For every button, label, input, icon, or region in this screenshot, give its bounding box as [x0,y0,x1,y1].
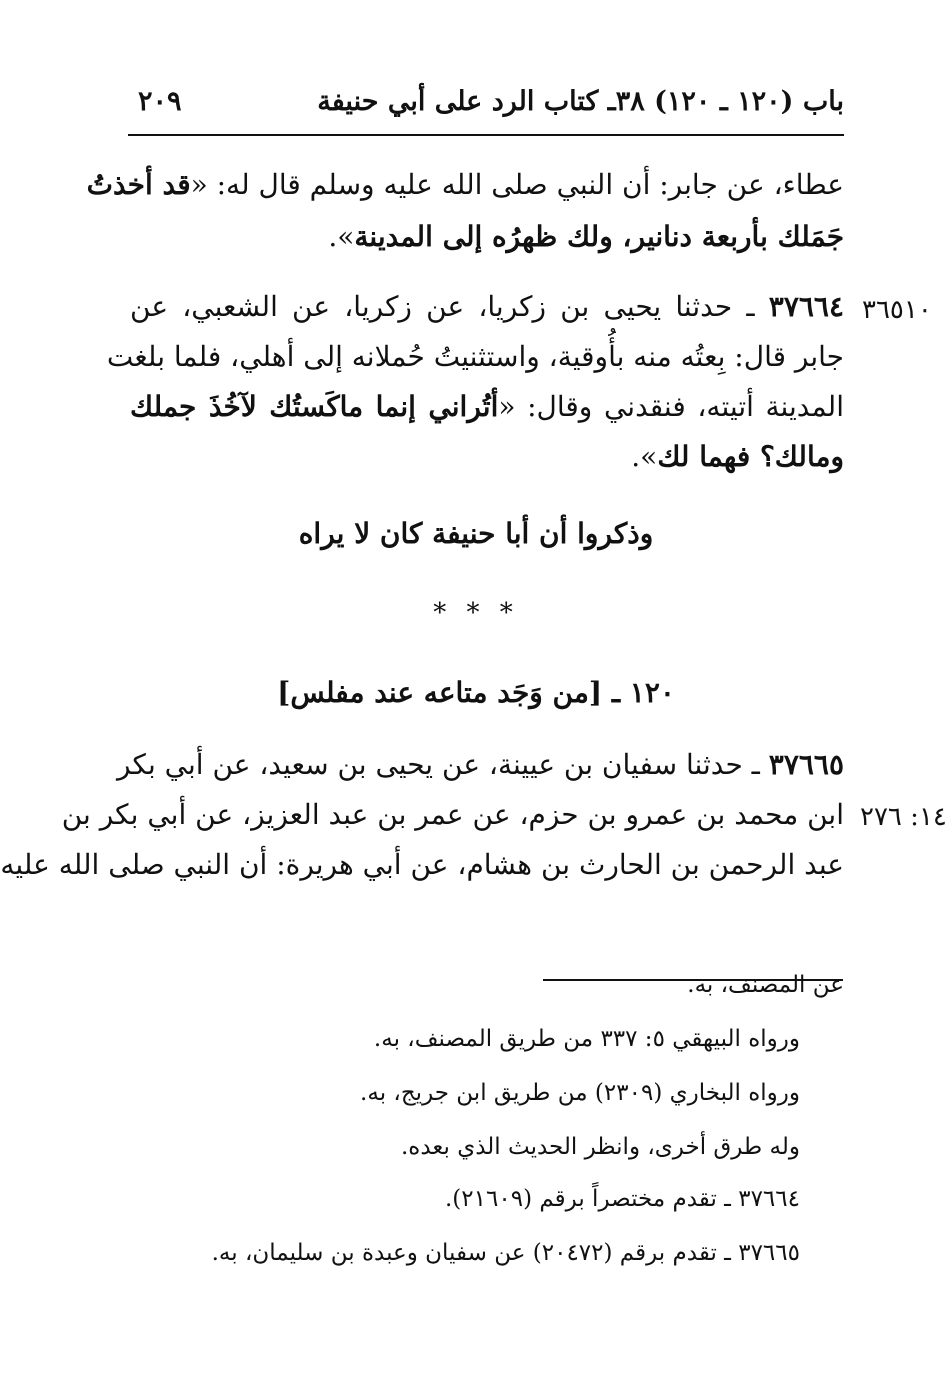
p1-line-2 [328,220,844,254]
p2-line-3 [130,390,844,424]
page-number: ٢٠٩ [138,86,182,117]
footnote-line-5: ٣٧٦٦٤ ـ تقدم مختصراً برقم (٢١٦٠٩). [444,1186,800,1212]
p1-line-1-text: عطاء، عن جابر: أن النبي صلى الله عليه وسلم قال له: « [190,168,844,201]
chapter-heading: ١٢٠ ـ [من وَجَد متاعه عند مفلس] [277,676,675,709]
p2-line-3-text: المدينة أتيته، فنقدني وقال: « [498,390,844,423]
footnote-line-3: ورواه البخاري (٢٣٠٩) من طريق ابن جريج، به. [360,1080,800,1106]
p3-line-2: ابن محمد بن عمرو بن حزم، عن عمر بن عبد العزيز، عن أبي بكر بن [61,798,844,831]
running-header-title: باب (١٢٠ ـ ١٢٠) ٣٨ـ كتاب الرد على أبي حنيفة [317,86,844,117]
p3-line-1 [117,748,844,782]
p3-line-1-text: ـ حدثنا سفيان بن عيينة، عن يحيى بن سعيد، عن أبي بكر [117,748,769,781]
running-header [128,86,844,126]
footnote-line-4: وله طرق أخرى، وانظر الحديث الذي بعده. [400,1134,800,1160]
p2-line-2: جابر قال: بِعتُه منه بأُوقية، واستثنيتُ حُملانه إلى أهلي، فلما بلغت [106,340,844,373]
p2-quote-end: ومالك؟ فهما لك [657,440,844,473]
footnote-line-2: ورواه البيهقي ٥: ٣٣٧ من طريق المصنف، به. [373,1026,800,1052]
header-rule [128,134,844,136]
remark-line: وذكروا أن أبا حنيفة كان لا يراه [298,517,654,550]
p2-line-4 [631,440,844,474]
p2-line-1 [130,290,844,324]
hadith-number-37664: ٣٧٦٦٤ [768,290,844,323]
margin-reference-14-276: ١٤: ٢٧٦ [860,802,947,832]
p2-closing: ». [631,440,658,473]
p1-quote-end: جَمَلك بأربعة دنانير، ولك ظهرُه إلى المدينة [354,220,844,253]
section-separator: * * * [433,598,519,628]
p2-line-1-text: ـ حدثنا يحيى بن زكريا، عن زكريا، عن الشعبي، عن [130,290,769,323]
hadith-number-37665: ٣٧٦٦٥ [768,748,844,781]
footnote-line-6: ٣٧٦٦٥ ـ تقدم برقم (٢٠٤٧٢) عن سفيان وعبدة بن سليمان، به. [211,1240,800,1266]
footnote-line-1: عن المصنف، به. [687,972,844,998]
p3-line-3: عبد الرحمن بن الحارث بن هشام، عن أبي هريرة: أن النبي صلى الله عليه [0,848,844,881]
p1-line-1 [86,168,844,202]
margin-reference-36510: ٣٦٥١٠ [862,295,932,325]
p2-quote-start: أتُراني إنما ماكَستُك لآخُذَ جملك [130,390,499,423]
p1-closing: ». [328,220,355,253]
p1-quote-start: قد أخذتُ [86,168,191,201]
